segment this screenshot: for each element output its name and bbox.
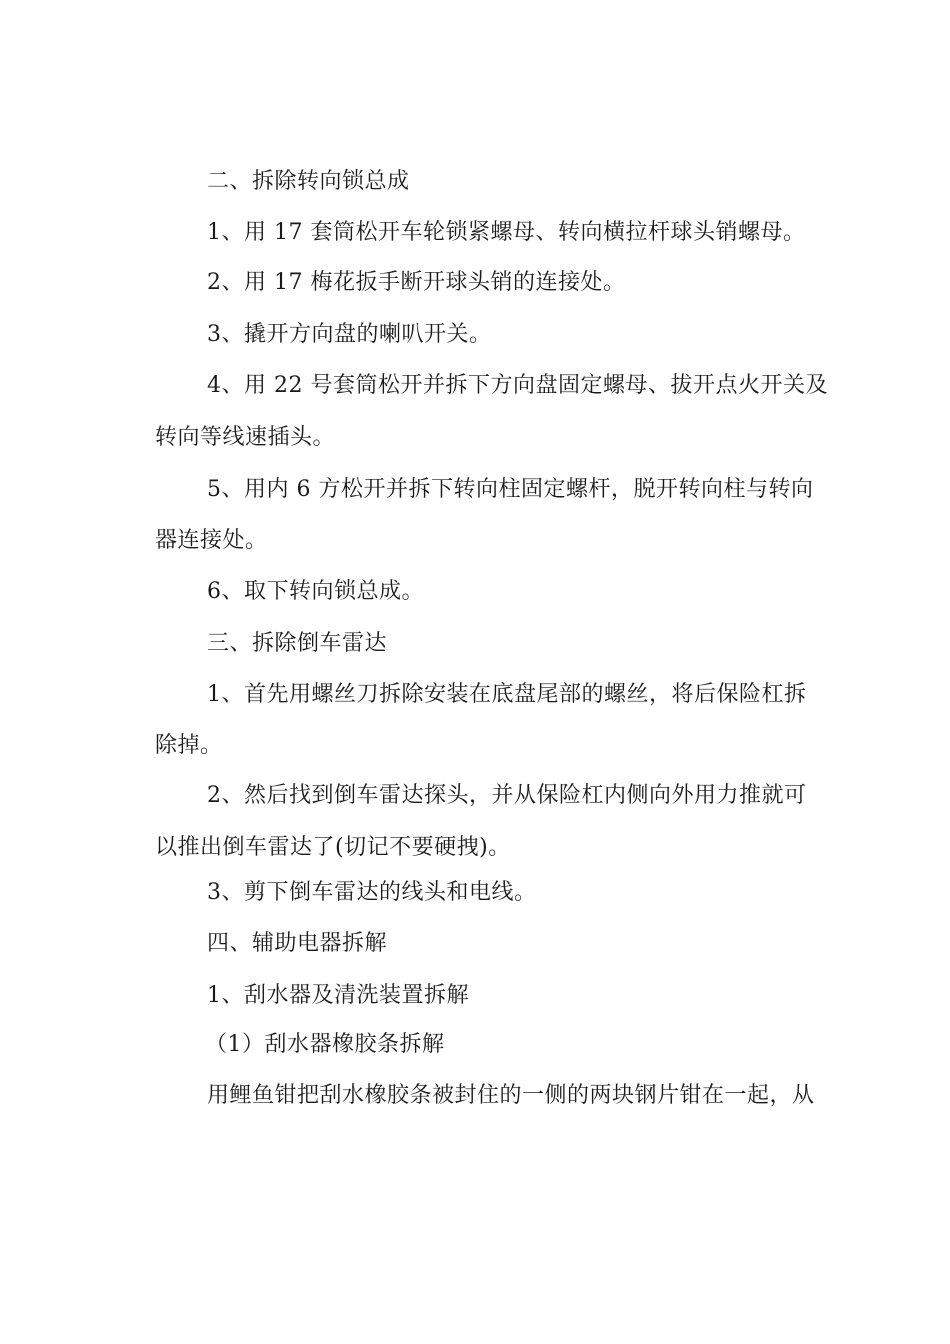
paragraph-line: 2、用 17 梅花扳手断开球头销的连接处。 bbox=[207, 270, 626, 295]
subheading-wiper-rubber: （1）刮水器橡胶条拆解 bbox=[205, 1032, 445, 1057]
section-heading-reverse-radar: 三、拆除倒车雷达 bbox=[207, 631, 388, 656]
paragraph-line: 器连接处。 bbox=[155, 528, 268, 553]
section-heading-auxiliary-electrics: 四、辅助电器拆解 bbox=[207, 931, 388, 956]
paragraph-line: 用鲤鱼钳把刮水橡胶条被封住的一侧的两块钢片钳在一起，从 bbox=[207, 1083, 815, 1108]
paragraph-line: 4、用 22 号套筒松开并拆下方向盘固定螺母、拔开点火开关及 bbox=[207, 373, 828, 398]
paragraph-line: 1、首先用螺丝刀拆除安装在底盘尾部的螺丝，将后保险杠拆 bbox=[207, 682, 807, 707]
paragraph-line: 2、然后找到倒车雷达探头，并从保险杠内侧向外用力推就可 bbox=[207, 783, 807, 808]
paragraph-line: 5、用内 6 方松开并拆下转向柱固定螺杆，脱开转向柱与转向 bbox=[207, 477, 814, 502]
paragraph-line: 除掉。 bbox=[155, 733, 223, 758]
subheading-wiper: 1、刮水器及清洗装置拆解 bbox=[207, 983, 469, 1008]
paragraph-line: 3、撬开方向盘的喇叭开关。 bbox=[207, 322, 492, 347]
paragraph-line: 1、用 17 套筒松开车轮锁紧螺母、转向横拉杆球头销螺母。 bbox=[207, 220, 806, 245]
paragraph-line: 转向等线速插头。 bbox=[155, 425, 336, 450]
section-heading-steering-lock: 二、拆除转向锁总成 bbox=[207, 169, 410, 194]
paragraph-line: 以推出倒车雷达了(切记不要硬拽)。 bbox=[155, 835, 511, 860]
paragraph-line: 3、剪下倒车雷达的线头和电线。 bbox=[207, 880, 537, 905]
paragraph-line: 6、取下转向锁总成。 bbox=[207, 579, 424, 604]
